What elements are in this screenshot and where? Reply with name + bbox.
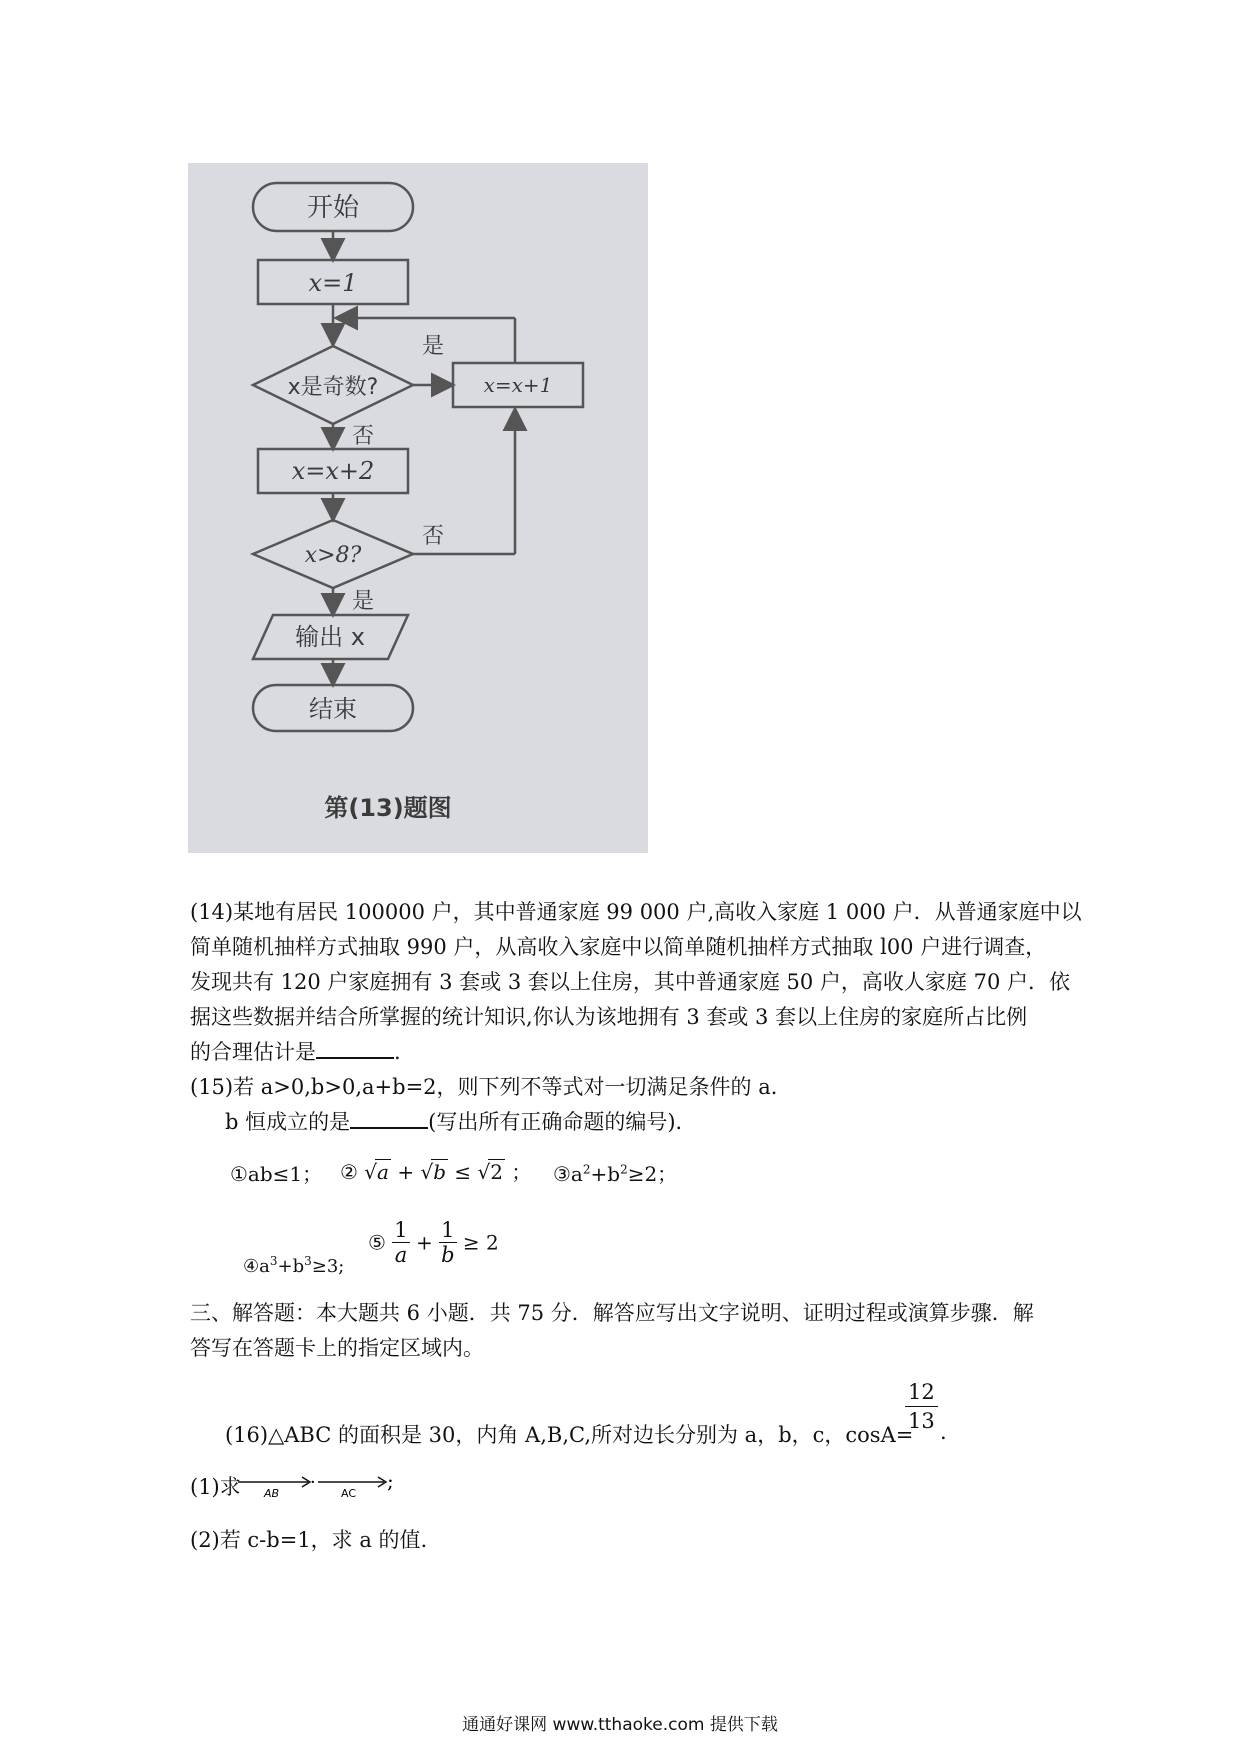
section3-line-2: 答写在答题卡上的指定区域内。 xyxy=(190,1336,484,1360)
q14-line-4: 据这些数据并结合所掌握的统计知识,你认为该地拥有 3 套或 3 套以上住房的家庭所占比例 xyxy=(190,1005,1028,1029)
yes2-label: 是 xyxy=(351,589,375,614)
q15-option-5 xyxy=(368,1218,499,1267)
q15-line-2-post: (写出所有正确命题的编号)． xyxy=(428,1110,697,1134)
q15-option-3-sup1: 2 xyxy=(582,1162,591,1177)
q15-option-5-rel: ≥ 2 xyxy=(462,1230,499,1255)
q16-part2: (2)若 c-b=1，求 a 的值. xyxy=(190,1528,428,1552)
even-step-label: x=x+2 xyxy=(291,457,375,485)
q15-option-2-sqrt-b: b xyxy=(433,1160,447,1184)
q16-part1 xyxy=(190,1472,241,1502)
q15-option-3 xyxy=(553,1158,677,1187)
decision1-label: x是奇数? xyxy=(287,375,379,400)
q15-option-4-pre: ④a xyxy=(243,1256,270,1277)
q16-part1-end: ; xyxy=(387,1469,394,1493)
q14-answer-blank[interactable] xyxy=(316,1037,394,1059)
end-label: 结束 xyxy=(309,695,357,723)
q15-option-2-mark: ② xyxy=(340,1160,358,1184)
q15-option-3-pre: ③a xyxy=(553,1162,583,1186)
q15-option-2-plus: + xyxy=(397,1160,415,1184)
q15-option-4-post: ≥3; xyxy=(311,1256,345,1277)
q15-option-3-mid: +b xyxy=(590,1162,621,1186)
q16-cos-num: 12 xyxy=(905,1378,938,1407)
q15-option-5-num1: 1 xyxy=(394,1218,408,1242)
q15-option-2-sqrt-a: a xyxy=(377,1160,389,1184)
q14-line-3: 发现共有 120 户家庭拥有 3 套或 3 套以上住房，其中普通家庭 50 户，高收人家庭 70 户．依 xyxy=(190,970,1070,994)
q16-cos-end: . xyxy=(940,1420,947,1444)
start-label: 开始 xyxy=(306,193,360,223)
q16-part1-pre: (1)求 xyxy=(190,1475,241,1499)
no2-label: 否 xyxy=(421,524,445,549)
figure-caption: 第(13)题图 xyxy=(324,794,452,822)
q15-option-1: ①ab≤1； xyxy=(230,1162,323,1186)
flowchart-svg xyxy=(188,163,648,853)
q15-option-5-den2: b xyxy=(441,1243,455,1267)
q15-option-3-post: ≥2； xyxy=(627,1162,678,1186)
q15-option-2-le: ≤ xyxy=(454,1160,472,1184)
q14-line-5 xyxy=(190,1037,401,1067)
section3-line-1: 三、解答题：本大题共 6 小题．共 75 分．解答应写出文字说明、证明过程或演算步骤．解 xyxy=(190,1301,1034,1325)
q15-option-5-num2: 1 xyxy=(441,1218,455,1242)
q16-vector-expression xyxy=(236,1466,396,1502)
q16-vec2-label: AC xyxy=(341,1487,357,1500)
footer-source: 通通好课网 www.tthaoke.com 提供下载 xyxy=(462,1715,778,1735)
q15-option-4-mid: +b xyxy=(277,1256,305,1277)
q15-option-5-mark: ⑤ xyxy=(368,1230,386,1255)
q15-option-2-end: ； xyxy=(511,1160,532,1184)
q15-option-5-plus: + xyxy=(416,1230,433,1255)
q15-option-3-sup2: 2 xyxy=(620,1162,628,1177)
yes1-label: 是 xyxy=(421,334,445,359)
q15-option-4-sup2: 3 xyxy=(304,1254,312,1268)
q15-line-2 xyxy=(225,1107,697,1137)
flowchart-figure xyxy=(188,163,648,853)
q15-option-2: ② √a + √b ≤ √2 ； xyxy=(340,1160,532,1184)
q15-line-1: (15)若 a>0,b>0,a+b=2，则下列不等式对一切满足条件的 a． xyxy=(190,1075,792,1099)
q15-answer-blank[interactable] xyxy=(350,1107,428,1129)
odd-step-label: x=x+1 xyxy=(483,373,553,397)
q14-line-1: (14)某地有居民 100000 户，其中普通家庭 99 000 户,高收入家庭 1 000 户．从普通家庭中以 xyxy=(190,900,1082,924)
init-label: x=1 xyxy=(308,269,358,297)
q16-cos-den: 13 xyxy=(908,1409,935,1433)
output-label: 输出 x xyxy=(295,623,365,651)
q14-end-mark: . xyxy=(394,1040,401,1064)
q16-cos-fraction xyxy=(905,1378,938,1435)
q15-option-4 xyxy=(243,1254,344,1277)
q14-line-2: 简单随机抽样方式抽取 990 户，从高收入家庭中以简单随机抽样方式抽取 l00 户进行调查， xyxy=(190,935,1047,959)
q14-line-5-text: 的合理估计是 xyxy=(190,1040,316,1064)
q16-vec1-label: AB xyxy=(264,1487,280,1500)
q15-option-5-den1: a xyxy=(394,1243,408,1267)
no1-label: 否 xyxy=(351,424,375,449)
decision2-label: x>8? xyxy=(304,543,362,568)
q16-line: (16)△ABC 的面积是 30，内角 A,B,C,所对边长分别为 a，b，c，cosA= xyxy=(225,1423,914,1447)
q15-option-2-sqrt-2: 2 xyxy=(490,1160,503,1184)
q16-vec-dot: · xyxy=(310,1472,316,1493)
q15-line-2-pre: b 恒成立的是 xyxy=(225,1110,351,1134)
q15-option-4-sup1: 3 xyxy=(269,1254,278,1268)
